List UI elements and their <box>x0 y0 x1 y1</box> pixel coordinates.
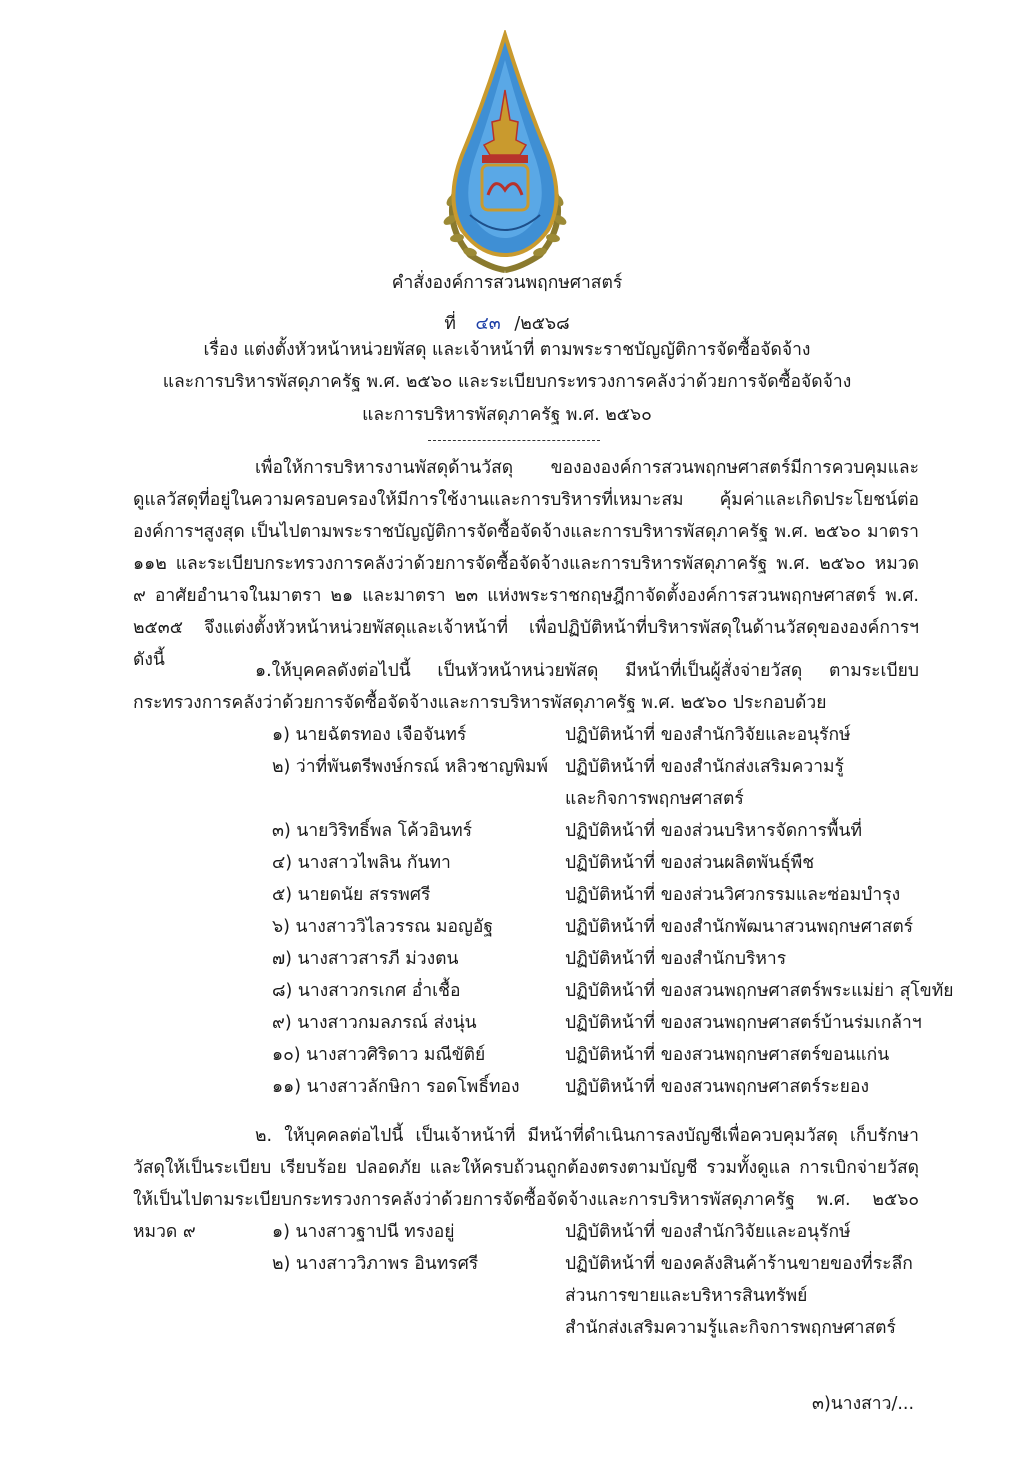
member-duty: ปฏิบัติหน้าที่ ของส่วนผลิตพันธุ์พืช <box>565 853 815 873</box>
member-name: ๘) นางสาวกรเกศ อ่ำเชื้อ <box>272 981 461 1001</box>
order-number-line <box>0 312 1014 336</box>
list-item <box>0 911 1014 943</box>
member-duty: ปฏิบัติหน้าที่ ของสวนพฤกษศาสตร์พระแม่ย่า สุโขทัย <box>565 981 954 1001</box>
list-item <box>0 751 1014 783</box>
member-duty-continuation: ส่วนการขายและบริหารสินทรัพย์ <box>565 1286 808 1306</box>
member-duty-continuation: สำนักส่งเสริมความรู้และกิจการพฤกษศาสตร์ <box>565 1318 896 1338</box>
next-page-indicator: ๓)นางสาว/... <box>812 1394 915 1414</box>
order-number: ๔๓ <box>475 314 501 334</box>
list-item <box>0 879 1014 911</box>
member-duty: ปฏิบัติหน้าที่ ของสวนพฤกษศาสตร์บ้านร่มเกล้าฯ <box>565 1013 922 1033</box>
member-name: ๔) นางสาวไพลิน กันทา <box>272 853 451 873</box>
subject-line-3: และการบริหารพัสดุภาครัฐ พ.ศ. ๒๕๖๐ <box>362 405 652 425</box>
list-item <box>0 975 1014 1007</box>
list-item <box>0 815 1014 847</box>
list-item <box>0 1248 1014 1280</box>
member-name: ๙) นางสาวกมลภรณ์ ส่งนุ่น <box>272 1013 477 1033</box>
list-item <box>0 847 1014 879</box>
member-duty-continuation: และกิจการพฤกษศาสตร์ <box>565 789 744 809</box>
member-name: ๑๑) นางสาวลักษิกา รอดโพธิ์ทอง <box>272 1077 520 1097</box>
member-duty: ปฏิบัติหน้าที่ ของสำนักบริหาร <box>565 949 787 969</box>
list-item <box>0 943 1014 975</box>
member-duty: ปฏิบัติหน้าที่ ของส่วนบริหารจัดการพื้นที่ <box>565 821 862 841</box>
member-name: ๒) นางสาววิภาพร อินทรศรี <box>272 1254 479 1274</box>
member-name: ๑) นายฉัตรทอง เจือจันทร์ <box>272 725 467 745</box>
member-name: ๒) ว่าที่พันตรีพงษ์กรณ์ หลิวชาญพิมพ์ <box>272 757 549 777</box>
member-duty: ปฏิบัติหน้าที่ ของสำนักพัฒนาสวนพฤกษศาสตร์ <box>565 917 914 937</box>
member-duty: ปฏิบัติหน้าที่ ของสวนพฤกษศาสตร์ขอนแก่น <box>565 1045 890 1065</box>
organization-logo <box>430 30 580 275</box>
member-name: ๖) นางสาววิไลวรรณ มอญอัฐ <box>272 917 494 937</box>
member-duty: ปฏิบัติหน้าที่ ของคลังสินค้าร้านขายของที่ระลึก <box>565 1254 913 1274</box>
order-title: คำสั่งองค์การสวนพฤกษศาสตร์ <box>391 273 623 293</box>
member-duty: ปฏิบัติหน้าที่ ของสำนักวิจัยและอนุรักษ์ <box>565 725 851 745</box>
order-year: /๒๕๖๘ <box>514 314 570 334</box>
member-name: ๑๐) นางสาวศิริดาว มณีขัติย์ <box>272 1045 486 1065</box>
member-name: ๑) นางสาวฐาปนี ทรงอยู่ <box>272 1222 455 1242</box>
section-2-paragraph: ๒. ให้บุคคลต่อไปนี้ เป็นเจ้าหน้าที่ มีหน้าที่ดำเนินการลงบัญชีเพื่อควบคุมวัสดุ เก็บรักษาวัสดุให้เป็นระเบียบ เรียบร้อย ปลอดภัย และให้ครบถ้วนถูกต้องตรงตามบัญชี รวมทั้งดูแล การเบิกจ่ายวัสดุให้เป็นไปตามระเบียบกระทรวงการคลังว่าด้วยการจัดซื้อจัดจ้างและการบริหารพัสดุภาครัฐ พ.ศ. ๒๕๖๐ หมวด ๙ <box>133 1126 919 1242</box>
intro-paragraph: เพื่อให้การบริหารงานพัสดุด้านวัสดุ ของององค์การสวนพฤกษศาสตร์มีการควบคุมและดูแลวัสดุที่อยู่ในความครอบครองให้มีการใช้งานและการบริหารที่เหมาะสม คุ้มค่าและเกิดประโยชน์ต่อองค์การฯสูงสุด เป็นไปตามพระราชบัญญัติการจัดซื้อจัดจ้างและการบริหารพัสดุภาครัฐ พ.ศ. ๒๕๖๐ มาตรา ๑๑๒ และระเบียบกระทรวงการคลังว่าด้วยการจัดซื้อจัดจ้างและการบริหารพัสดุภาครัฐ พ.ศ. ๒๕๖๐ หมวด ๙ อาศัยอำนาจในมาตรา ๒๑ และมาตรา ๒๓ แห่งพระราชกฤษฎีกาจัดตั้งองค์การสวนพฤกษศาสตร์ พ.ศ. ๒๕๓๕ จึงแต่งตั้งหัวหน้าหน่วยพัสดุและเจ้าหน้าที่ เพื่อปฏิบัติหน้าที่บริหารพัสดุในด้านวัสดุขององค์การฯ ดังนี้ <box>133 458 919 670</box>
list-item <box>0 1007 1014 1039</box>
member-name: ๓) นายวิริทธิ์พล โค้วอินทร์ <box>272 821 473 841</box>
member-duty: ปฏิบัติหน้าที่ ของสำนักส่งเสริมความรู้ <box>565 757 844 777</box>
subject-line-1: เรื่อง แต่งตั้งหัวหน้าหน่วยพัสดุ และเจ้าหน้าที่ ตามพระราชบัญญัติการจัดซื้อจัดจ้าง <box>203 340 811 360</box>
subject-line-2: และการบริหารพัสดุภาครัฐ พ.ศ. ๒๕๖๐ และระเบียบกระทรวงการคลังว่าด้วยการจัดซื้อจัดจ้าง <box>162 372 852 392</box>
list-item <box>0 1216 1014 1248</box>
member-duty: ปฏิบัติหน้าที่ ของสวนพฤกษศาสตร์ระยอง <box>565 1077 869 1097</box>
member-duty: ปฏิบัติหน้าที่ ของสำนักวิจัยและอนุรักษ์ <box>565 1222 851 1242</box>
member-name: ๗) นางสาวสารภี ม่วงตน <box>272 949 459 969</box>
header-divider <box>428 440 600 441</box>
list-item <box>0 719 1014 751</box>
section-1-paragraph: ๑.ให้บุคคลดังต่อไปนี้ เป็นหัวหน้าหน่วยพัสดุ มีหน้าที่เป็นผู้สั่งจ่ายวัสดุ ตามระเบียบกระทรวงการคลังว่าด้วยการจัดซื้อจัดจ้างและการบริหารพัสดุภาครัฐ พ.ศ. ๒๕๖๐ ประกอบด้วย <box>133 661 919 713</box>
member-duty: ปฏิบัติหน้าที่ ของส่วนวิศวกรรมและซ่อมบำรุง <box>565 885 901 905</box>
list-item <box>0 1071 1014 1103</box>
order-prefix: ที่ <box>444 314 456 334</box>
member-name: ๕) นายดนัย สรรพศรี <box>272 885 431 905</box>
list-item <box>0 1039 1014 1071</box>
